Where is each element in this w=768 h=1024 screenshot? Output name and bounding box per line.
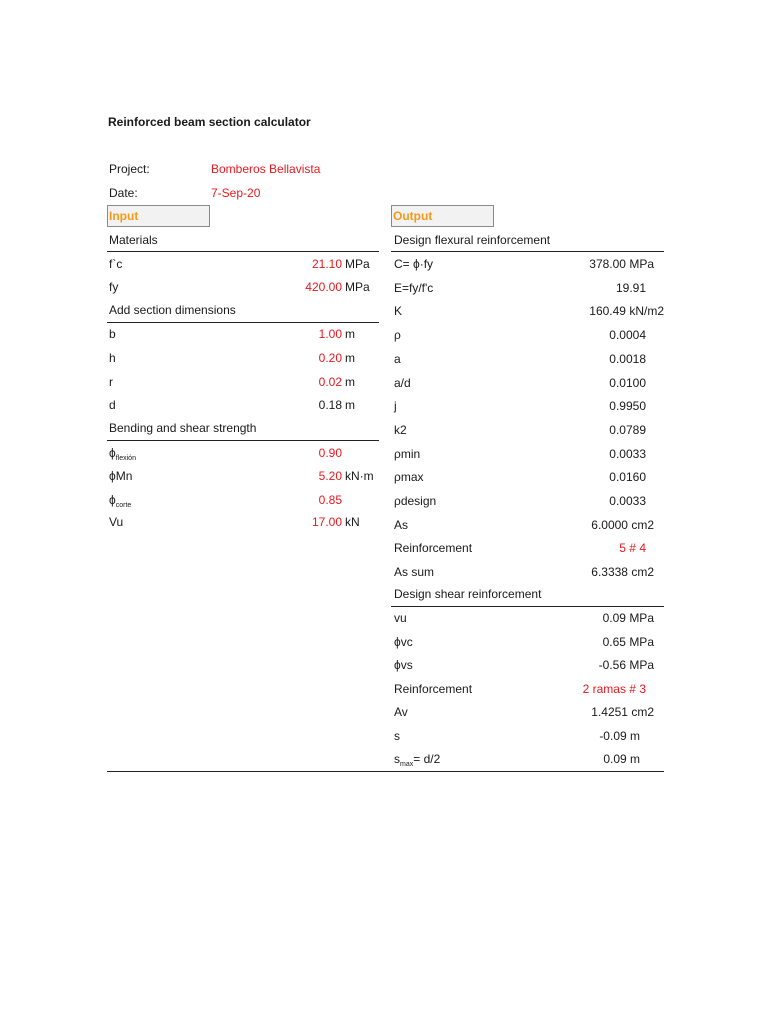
- output-row-label: Reinforcement: [394, 681, 473, 696]
- output-row-value: 2 ramas # 3: [582, 681, 646, 696]
- h-unit: m: [345, 351, 355, 365]
- fy-label: fy: [109, 280, 119, 294]
- output-row-value: 0.0160: [609, 470, 646, 485]
- output-row-value: 19.91: [615, 280, 646, 295]
- vu-unit: kN: [345, 515, 360, 529]
- output-row-label: As: [394, 517, 409, 532]
- project-value[interactable]: Bomberos Bellavista: [211, 162, 321, 176]
- dimensions-heading: Add section dimensions: [109, 303, 236, 317]
- d-label: d: [109, 398, 116, 412]
- output-row-value: 160.49 kN/m2: [589, 304, 664, 319]
- divider: [107, 440, 379, 441]
- phi-flexion-label: $\phi_{flexión}$: [109, 446, 136, 462]
- phi-mn-value[interactable]: 5.20: [318, 469, 342, 483]
- output-row-value: 0.0033: [609, 494, 646, 508]
- output-row-label: Reinforcement: [394, 541, 473, 556]
- h-label: h: [109, 351, 116, 365]
- phi-mn-unit: kN·m: [345, 469, 374, 483]
- output-row-label: ρmin: [394, 446, 421, 461]
- output-header-box: [391, 205, 494, 227]
- output-row-label: E=fy/f'c: [394, 280, 434, 295]
- output-row-label: ρdesign: [394, 494, 437, 508]
- page-title: Reinforced beam section calculator: [108, 115, 311, 129]
- output-row-label: Av: [394, 705, 408, 720]
- fc-label: f`c: [109, 257, 123, 271]
- h-value[interactable]: 0.20: [318, 351, 342, 365]
- divider: [107, 251, 379, 252]
- output-row-label: C= ϕ·fy: [394, 257, 434, 271]
- fc-unit: MPa: [345, 257, 370, 271]
- output-row-label: a/d: [394, 375, 411, 390]
- output-row-value: 0.0789: [609, 422, 646, 437]
- output-row-label: vu: [394, 611, 407, 625]
- r-value[interactable]: 0.02: [318, 375, 342, 389]
- r-label: r: [109, 375, 113, 389]
- output-row-value: 1.4251 cm2: [591, 705, 654, 720]
- fc-value[interactable]: 21.10: [311, 257, 342, 271]
- smax-label: $s_{max}= d/2$: [394, 752, 441, 768]
- d-value: 0.18: [318, 398, 342, 412]
- output-row-label: ϕvs: [394, 658, 413, 673]
- output-row-value: 6.0000 cm2: [591, 517, 654, 532]
- output-row-label: ρmax: [394, 470, 424, 485]
- date-label: Date:: [109, 186, 138, 200]
- output-row-value: 0.0018: [609, 351, 646, 366]
- phi-mn-label: ϕMn: [109, 469, 133, 483]
- b-value[interactable]: 1.00: [318, 327, 342, 341]
- output-row-label: a: [394, 351, 401, 366]
- output-row-value: 0.0033: [609, 446, 646, 461]
- output-row-value: 5 # 4: [619, 541, 646, 556]
- output-row-label: ρ: [394, 328, 401, 343]
- output-row-label: ϕvc: [394, 634, 413, 649]
- materials-heading: Materials: [109, 233, 158, 247]
- output-row-value: -0.56 MPa: [598, 658, 654, 673]
- date-value[interactable]: 7-Sep-20: [211, 186, 261, 200]
- output-row-value: 0.9950: [609, 399, 646, 414]
- output-row-label: K: [394, 304, 403, 319]
- b-unit: m: [345, 327, 355, 341]
- output-header: Output: [393, 209, 433, 223]
- output-row-value: 0.65 MPa: [602, 634, 654, 649]
- b-label: b: [109, 327, 116, 341]
- output-row-value: 0.09 MPa: [602, 611, 654, 625]
- output-row-value: 0.0004: [609, 328, 646, 343]
- bottom-divider: [107, 771, 664, 772]
- r-unit: m: [345, 375, 355, 389]
- vu-label: Vu: [109, 515, 124, 529]
- output-row-label: As sum: [394, 565, 435, 580]
- phi-flexion-value[interactable]: 0.90: [318, 446, 342, 460]
- fy-value[interactable]: 420.00: [305, 280, 342, 294]
- flexural-heading: Design flexural reinforcement: [394, 233, 551, 247]
- project-label: Project:: [109, 162, 150, 176]
- input-header-box: [107, 205, 210, 227]
- output-row-label: j: [394, 399, 397, 414]
- vu-value[interactable]: 17.00: [311, 515, 342, 529]
- phi-corte-value[interactable]: 0.85: [318, 493, 342, 507]
- output-row-value: -0.09 m: [599, 729, 640, 743]
- output-row-value: 0.0100: [609, 375, 646, 390]
- shear-heading: Design shear reinforcement: [394, 587, 542, 601]
- output-row-label: s: [394, 729, 400, 743]
- output-row-label: k2: [394, 422, 407, 437]
- fy-unit: MPa: [345, 280, 370, 294]
- smax-value: 0.09 m: [603, 752, 640, 766]
- output-row-value: 6.3338 cm2: [591, 565, 654, 580]
- input-header: Input: [109, 209, 139, 223]
- divider: [391, 251, 664, 252]
- divider: [391, 606, 664, 607]
- output-row-value: 378.00 MPa: [589, 257, 654, 271]
- divider: [107, 322, 379, 323]
- phi-corte-label: $\phi_{corte}$: [109, 493, 132, 509]
- d-unit: m: [345, 398, 355, 412]
- strength-heading: Bending and shear strength: [109, 421, 257, 435]
